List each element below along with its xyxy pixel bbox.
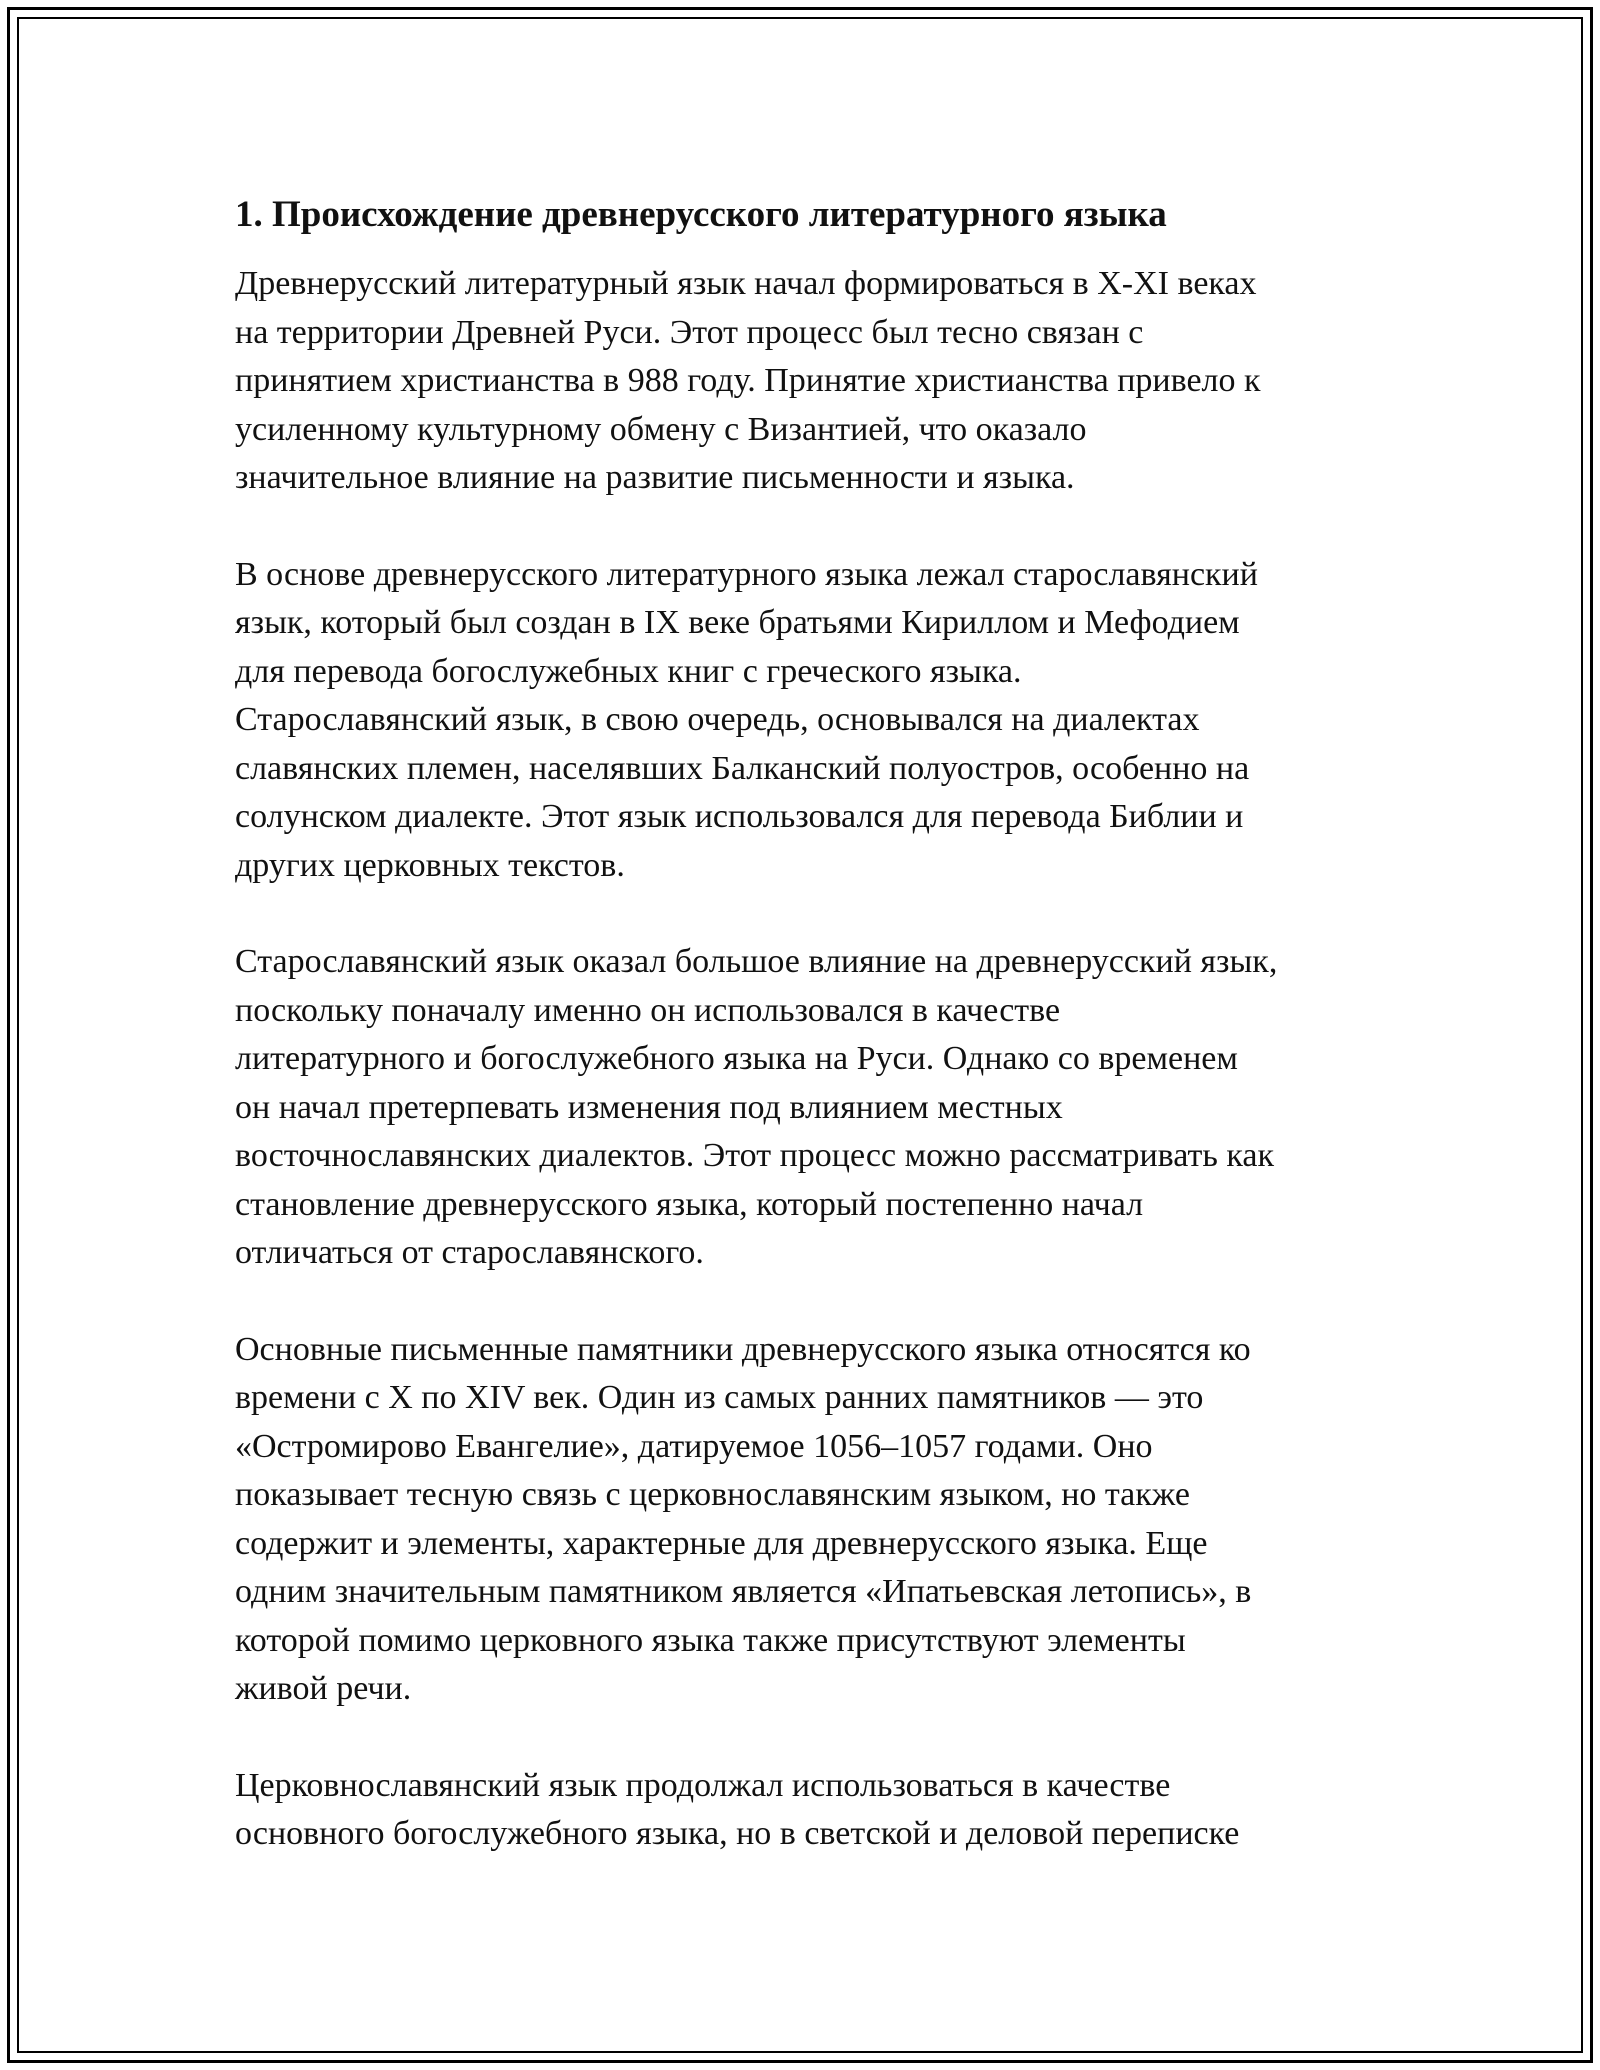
section-heading: 1. Происхождение древнерусского литературного языка xyxy=(235,194,1167,235)
paragraph-line: он начал претерпевать изменения под влиянием местных xyxy=(235,1088,1063,1126)
document-body xyxy=(235,190,1395,1907)
paragraph-line: других церковных текстов. xyxy=(235,846,625,884)
paragraph-line: показывает тесную связь с церковнославянским языком, но также xyxy=(235,1476,1190,1513)
paragraph-line: принятием христианства в 988 году. Принятие христианства привело к xyxy=(235,362,1261,399)
paragraph-line: содержит и элементы, характерные для древнерусского языка. Еще xyxy=(235,1524,1208,1562)
paragraph xyxy=(235,1326,1395,1714)
paragraph-line: Старославянский язык, в свою очередь, основывался на диалектах xyxy=(235,701,1200,738)
paragraph-line: «Остромирово Евангелие», датируемое 1056–1057 годами. Оно xyxy=(235,1427,1153,1465)
paragraph-line: Старославянский язык оказал большое влияние на древнерусский язык, xyxy=(235,943,1278,980)
paragraph-line: отличаться от старославянского. xyxy=(235,1234,704,1271)
paragraphs xyxy=(235,260,1395,1859)
paragraph xyxy=(235,260,1395,503)
paragraph-line: основного богослужебного языка, но в светской и деловой переписке xyxy=(235,1815,1240,1852)
paragraph-line: времени с X по XIV век. Один из самых ранних памятников — это xyxy=(235,1379,1204,1416)
paragraph-line: литературного и богослужебного языка на Руси. Однако со временем xyxy=(235,1040,1238,1077)
paragraph-line: одним значительным памятником является «Ипатьевская летопись», в xyxy=(235,1573,1252,1610)
paragraph-line: Основные письменные памятники древнерусского языка относятся ко xyxy=(235,1330,1251,1368)
paragraph-line: язык, который был создан в IX веке братьями Кириллом и Мефодием xyxy=(235,604,1240,641)
paragraph-line: становление древнерусского языка, который постепенно начал xyxy=(235,1185,1144,1223)
paragraph-line: значительное влияние на развитие письменности и языка. xyxy=(235,459,1075,496)
paragraph-line: для перевода богослужебных книг с греческого языка. xyxy=(235,652,1022,690)
paragraph-line: солунском диалекте. Этот язык использовался для перевода Библии и xyxy=(235,798,1244,835)
paragraph xyxy=(235,938,1395,1278)
paragraph xyxy=(235,551,1395,891)
paragraph-line: Церковнославянский язык продолжал использоваться в качестве xyxy=(235,1766,1171,1804)
paragraph-line: Древнерусский литературный язык начал формироваться в X-XI веках xyxy=(235,265,1257,302)
paragraph-line: В основе древнерусского литературного языка лежал старославянский xyxy=(235,555,1258,593)
paragraph-line: восточнославянских диалектов. Этот процесс можно рассматривать как xyxy=(235,1137,1274,1174)
paragraph xyxy=(235,1762,1395,1859)
paragraph-line: живой речи. xyxy=(235,1670,412,1707)
paragraph-line: славянских племен, населявших Балканский полуостров, особенно на xyxy=(235,749,1250,787)
paragraph-line: поскольку поначалу именно он использовался в качестве xyxy=(235,991,1061,1029)
paragraph-line: усиленному культурному обмену с Византией, что оказало xyxy=(235,410,1087,448)
paragraph-line: на территории Древней Руси. Этот процесс был тесно связан с xyxy=(235,313,1144,351)
paragraph-line: которой помимо церковного языка также присутствуют элементы xyxy=(235,1621,1186,1659)
